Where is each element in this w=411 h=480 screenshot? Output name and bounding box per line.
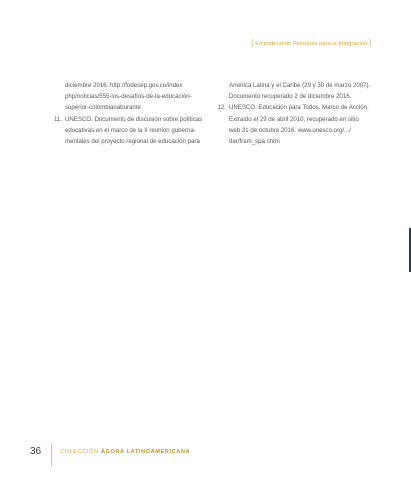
note-line: Documento recuperado 2 de diciembre 2016. [229, 93, 352, 101]
header-bracket-open: [ [251, 40, 254, 47]
note-line: educativas en el marco de la II reunión guberna- [65, 126, 196, 134]
note-number: 11. [53, 115, 62, 123]
note-11 [48, 114, 206, 148]
footer-divider [51, 444, 52, 466]
note-line: UNESCO. Educación para Todos. Marco de Acción. [229, 104, 369, 112]
note-line: web 31 de octubre 2016. www.unesco.org/.../ [229, 126, 351, 134]
note-12 [212, 102, 370, 147]
note-line: dar/fram_spa.shtm [229, 138, 280, 146]
note-continuation-right [212, 80, 370, 102]
note-continuation-left [48, 80, 206, 114]
note-line: mentales del proyecto regional de educación para [65, 138, 200, 146]
note-line: América Latina y el Caribe (29 y 30 de marzo 2007). [229, 82, 371, 89]
collection-prefix: COLECCIÓN [60, 449, 101, 455]
note-line: diciembre 2016. http://fodesep.gov.co/index [65, 82, 183, 89]
header-title: Empoderando Personas para la Integración [255, 41, 368, 47]
right-column [212, 80, 370, 147]
note-line: Extraído el 29 de abril 2010, recuperado en sitio [229, 115, 359, 123]
note-line: superior-colombianaburante [65, 104, 141, 112]
note-number: 12. [217, 104, 226, 112]
collection-title: ÁGORA LATINOAMERICANA [100, 449, 191, 455]
collection-name [60, 449, 190, 455]
header-bracket-close: ] [368, 40, 371, 47]
note-line: php/noticias/555-los-desafíos-de-la-educación- [65, 93, 192, 101]
page-number: 36 [30, 446, 42, 457]
running-header [251, 40, 371, 47]
note-line: UNESCO. Documento de discusión sobre políticas [65, 115, 203, 123]
left-column [48, 80, 206, 147]
